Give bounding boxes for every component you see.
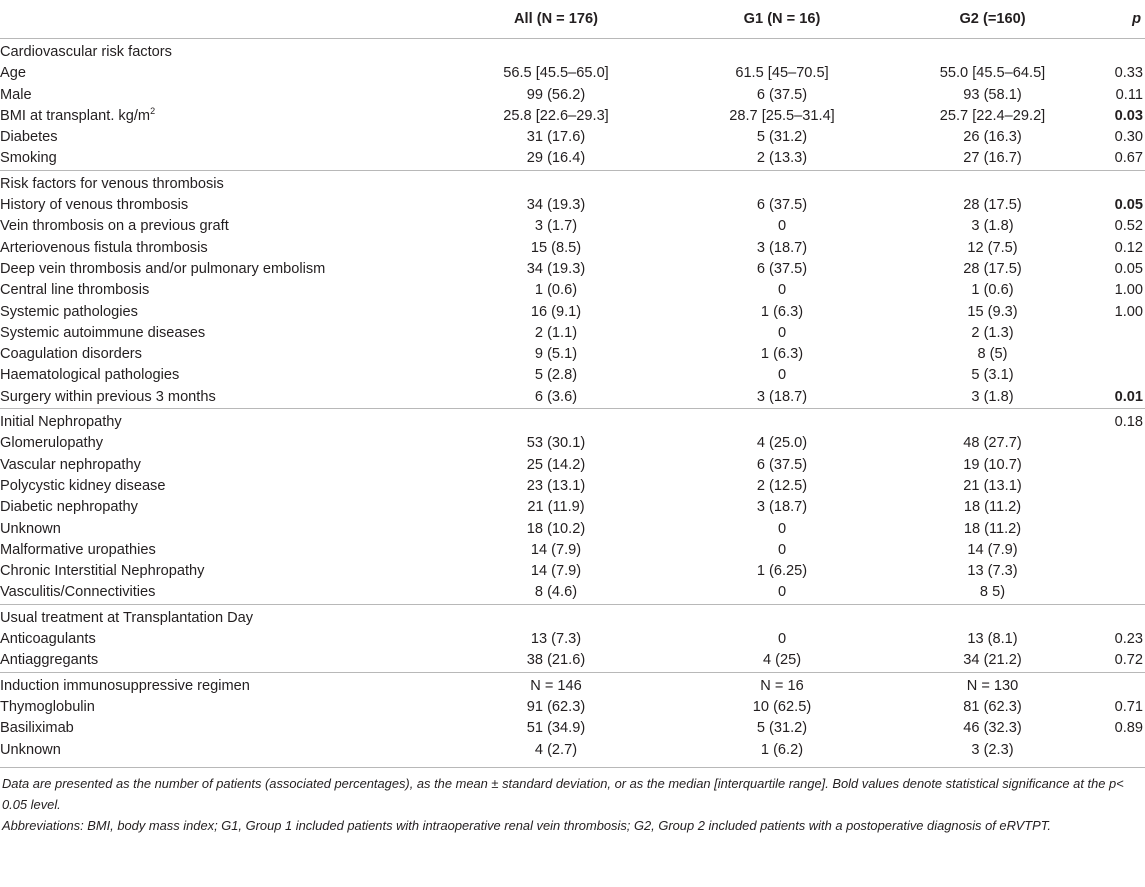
table-row (0, 718, 1145, 739)
cell-p-value (1090, 476, 1145, 497)
table-row (0, 650, 1145, 671)
section-g1 (669, 409, 895, 434)
table-row (0, 740, 1145, 761)
section-all (443, 604, 669, 629)
cell-all: 51 (34.9) (526, 720, 586, 737)
row-label: Polycystic kidney disease (0, 477, 166, 494)
table-row (0, 365, 1145, 386)
table-row (0, 195, 1145, 216)
row-label: Age (0, 65, 26, 82)
section-all (443, 39, 669, 64)
table-row (0, 127, 1145, 148)
row-label: Systemic pathologies (0, 303, 138, 320)
table-row (0, 259, 1145, 280)
cell-g1: 1 (6.25) (756, 563, 808, 580)
cell-all: 38 (21.6) (526, 652, 586, 669)
section-all: N = 146 (530, 677, 582, 694)
section-p-value: 0.18 (1114, 414, 1143, 431)
cell-all: 16 (9.1) (530, 303, 582, 320)
section-p-value (1090, 604, 1145, 629)
section-g2: N = 130 (966, 677, 1019, 694)
section-p-value (1090, 39, 1145, 64)
cell-g2: 13 (8.1) (967, 631, 1018, 648)
cell-g1: 0 (777, 282, 787, 299)
cell-g2: 26 (16.3) (963, 129, 1022, 146)
cell-p-value (1090, 582, 1145, 603)
section-title: Induction immunosuppressive regimen (0, 677, 250, 694)
cell-g1: 1 (6.3) (760, 346, 804, 363)
section-title: Usual treatment at Transplantation Day (0, 609, 254, 626)
cell-p-value: 0.05 (1114, 197, 1143, 214)
cell-p-value: 0.52 (1114, 218, 1143, 235)
cell-p-value (1090, 519, 1145, 540)
cell-g1: 2 (12.5) (756, 477, 808, 494)
cell-all: 4 (2.7) (534, 741, 578, 758)
cell-all: 31 (17.6) (526, 129, 586, 146)
cell-g2: 1 (0.6) (971, 282, 1014, 299)
row-label: Glomerulopathy (0, 435, 104, 452)
section-p-value (1090, 170, 1145, 195)
table-row (0, 280, 1145, 301)
cell-g2: 14 (7.9) (967, 541, 1018, 558)
row-label: Diabetes (0, 129, 58, 146)
cell-g1: 1 (6.3) (760, 303, 804, 320)
cell-p-value (1090, 365, 1145, 386)
section-header-row (0, 409, 1145, 434)
cell-g2: 5 (3.1) (971, 367, 1014, 384)
cell-g2: 34 (21.2) (963, 652, 1022, 669)
cell-g2: 12 (7.5) (967, 239, 1018, 256)
section-all (443, 409, 669, 434)
header-g1: G1 (N = 16) (743, 11, 821, 27)
section-header-row (0, 604, 1145, 629)
table-row (0, 582, 1145, 603)
row-label: History of venous thrombosis (0, 197, 189, 214)
cell-p-value: 0.67 (1114, 150, 1143, 167)
cell-p-value: 0.12 (1114, 239, 1143, 256)
row-label: Unknown (0, 520, 61, 537)
row-label: Central line thrombosis (0, 282, 150, 299)
cell-p-value (1090, 323, 1145, 344)
cell-g1: 5 (31.2) (756, 720, 808, 737)
row-label: Arteriovenous fistula thrombosis (0, 239, 208, 256)
section-g2 (895, 604, 1090, 629)
table-row (0, 63, 1145, 84)
section-g1 (669, 39, 895, 64)
cell-p-value (1090, 540, 1145, 561)
row-label: Haematological pathologies (0, 367, 180, 384)
header-g2: G2 (=160) (959, 11, 1026, 27)
cell-g2: 8 5) (979, 584, 1006, 601)
cell-g1: 0 (777, 324, 787, 341)
cell-g1: 28.7 [25.5–31.4] (729, 107, 835, 124)
cell-g1: 0 (777, 631, 787, 648)
cell-g1: 0 (777, 520, 787, 537)
row-label: Thymoglobulin (0, 698, 95, 715)
row-label: Unknown (0, 741, 61, 758)
section-g1 (669, 170, 895, 195)
row-label: Systemic autoimmune diseases (0, 324, 206, 341)
footnote-data: Data are presented as the number of patients (associated percentages), as the mean ± standard deviation, or as the median [interquartile range]. Bold values denote statistical significance at the p< 0.05 level. (2, 775, 1124, 812)
cell-g1: 6 (37.5) (756, 197, 808, 214)
table-row (0, 476, 1145, 497)
cell-g1: 6 (37.5) (756, 86, 808, 103)
row-label: Coagulation disorders (0, 346, 142, 363)
row-label: Anticoagulants (0, 631, 96, 648)
section-p-value (1090, 672, 1145, 697)
section-header-row (0, 672, 1145, 697)
section-g2 (895, 170, 1090, 195)
cell-p-value (1090, 433, 1145, 454)
cell-p-value: 0.23 (1114, 631, 1143, 648)
cell-g1: 61.5 [45–70.5] (735, 65, 829, 82)
cell-all: 14 (7.9) (530, 541, 582, 558)
cell-g1: 0 (777, 218, 787, 235)
row-label-superscript: 2 (150, 106, 156, 117)
cell-p-value: 0.03 (1114, 107, 1143, 124)
cell-all: 14 (7.9) (530, 563, 582, 580)
cell-g2: 81 (62.3) (963, 698, 1022, 715)
row-label: Deep vein thrombosis and/or pulmonary embolism (0, 260, 326, 277)
cell-g2: 28 (17.5) (963, 260, 1022, 277)
cell-g1: 2 (13.3) (756, 150, 808, 167)
cell-p-value: 0.33 (1114, 65, 1143, 82)
cell-g1: 3 (18.7) (756, 499, 808, 516)
cell-g2: 13 (7.3) (967, 563, 1018, 580)
cell-p-value (1090, 561, 1145, 582)
row-label-text: BMI at transplant. kg/m (0, 107, 151, 124)
cell-p-value: 0.72 (1114, 652, 1143, 669)
table-row (0, 540, 1145, 561)
cell-all: 91 (62.3) (526, 698, 586, 715)
cell-g2: 18 (11.2) (963, 499, 1022, 516)
cell-all: 25.8 [22.6–29.3] (503, 107, 609, 124)
cell-g2: 28 (17.5) (963, 197, 1022, 214)
cell-g2: 19 (10.7) (963, 456, 1022, 473)
cell-g1: 0 (777, 584, 787, 601)
table-row (0, 216, 1145, 237)
cell-g2: 55.0 [45.5–64.5] (939, 65, 1046, 82)
header-p: p (1132, 11, 1141, 27)
cell-g1: 4 (25.0) (756, 435, 808, 452)
cell-all: 53 (30.1) (526, 435, 586, 452)
cell-p-value: 1.00 (1114, 303, 1143, 320)
section-g2 (895, 409, 1090, 434)
table-row (0, 455, 1145, 476)
row-label: Male (0, 86, 32, 103)
cell-g2: 93 (58.1) (963, 86, 1022, 103)
section-g1 (669, 604, 895, 629)
cell-p-value: 0.11 (1115, 86, 1143, 103)
table-row (0, 106, 1145, 127)
table-row (0, 497, 1145, 518)
cell-g1: 0 (777, 367, 787, 384)
header-all: All (N = 176) (514, 11, 598, 27)
table-row (0, 433, 1145, 454)
row-label (0, 106, 443, 127)
cell-g2: 48 (27.7) (963, 435, 1022, 452)
section-title: Cardiovascular risk factors (0, 44, 172, 60)
cell-all: 1 (0.6) (534, 282, 578, 299)
cell-all: 25 (14.2) (526, 456, 586, 473)
cell-all: 34 (19.3) (526, 197, 586, 214)
table-row (0, 323, 1145, 344)
section-header-row (0, 170, 1145, 195)
section-title: Initial Nephropathy (0, 414, 122, 431)
cell-all: 8 (4.6) (534, 584, 578, 601)
cell-all: 18 (10.2) (526, 520, 586, 537)
cell-all: 21 (11.9) (527, 499, 585, 516)
table-row (0, 85, 1145, 106)
cell-g2: 3 (1.8) (971, 388, 1014, 405)
cell-g1: 0 (777, 541, 787, 558)
cell-g1: 4 (25) (762, 652, 802, 669)
row-label: Vein thrombosis on a previous graft (0, 218, 229, 235)
cell-all: 15 (8.5) (530, 239, 582, 256)
cell-all: 56.5 [45.5–65.0] (503, 65, 609, 82)
row-label: Chronic Interstitial Nephropathy (0, 563, 205, 580)
cell-all: 2 (1.1) (534, 324, 578, 341)
cell-p-value: 0.71 (1114, 698, 1143, 715)
cell-all: 9 (5.1) (534, 346, 578, 363)
cell-g1: 6 (37.5) (756, 456, 808, 473)
cell-p-value: 1.00 (1114, 282, 1143, 299)
cell-g1: 3 (18.7) (756, 388, 808, 405)
table-row (0, 519, 1145, 540)
row-label: Basiliximab (0, 720, 74, 737)
cell-g1: 1 (6.2) (760, 741, 804, 758)
cell-g2: 21 (13.1) (963, 477, 1022, 494)
cell-g2: 8 (5) (977, 346, 1008, 363)
cell-p-value (1090, 740, 1145, 761)
cell-p-value: 0.05 (1114, 260, 1143, 277)
cell-g2: 15 (9.3) (967, 303, 1018, 320)
row-label: Diabetic nephropathy (0, 499, 138, 516)
table-footnotes (0, 767, 1145, 836)
section-title: Risk factors for venous thrombosis (0, 175, 224, 192)
table-row (0, 148, 1145, 169)
cell-g1: 10 (62.5) (752, 698, 812, 715)
cell-all: 99 (56.2) (526, 86, 586, 103)
footnote-abbreviations: Abbreviations: BMI, body mass index; G1, Group 1 included patients with intraoperative renal vein thrombosis; G2, Group 2 included patients with a postoperative diagnosis of eRVTPT. (2, 817, 1052, 833)
cell-all: 13 (7.3) (530, 631, 582, 648)
cell-all: 5 (2.8) (534, 367, 578, 384)
cell-all: 6 (3.6) (534, 388, 578, 405)
cell-g2: 3 (2.3) (971, 741, 1014, 758)
table-row (0, 561, 1145, 582)
cell-all: 29 (16.4) (526, 150, 586, 167)
cell-p-value (1090, 455, 1145, 476)
section-g1: N = 16 (760, 677, 804, 694)
row-label: Vascular nephropathy (0, 456, 141, 473)
cell-g2: 25.7 [22.4–29.2] (939, 107, 1046, 124)
cell-g2: 27 (16.7) (963, 150, 1022, 167)
section-header-row (0, 39, 1145, 64)
cell-p-value: 0.01 (1114, 388, 1143, 405)
cell-p-value: 0.30 (1114, 129, 1143, 146)
section-g2 (895, 39, 1090, 64)
cell-g2: 2 (1.3) (971, 324, 1014, 341)
row-label: Malformative uropathies (0, 541, 156, 558)
cell-all: 3 (1.7) (534, 218, 578, 235)
cell-p-value: 0.89 (1114, 720, 1143, 737)
table-row (0, 387, 1145, 408)
cell-g2: 3 (1.8) (971, 218, 1014, 235)
cell-g2: 46 (32.3) (963, 720, 1022, 737)
header-label (0, 0, 443, 39)
cell-all: 34 (19.3) (526, 260, 586, 277)
cell-all: 23 (13.1) (526, 477, 586, 494)
table-row (0, 697, 1145, 718)
cell-g1: 3 (18.7) (756, 239, 808, 256)
row-label: Antiaggregants (0, 652, 99, 669)
cell-p-value (1090, 344, 1145, 365)
table-row (0, 302, 1145, 323)
row-label: Smoking (0, 150, 57, 167)
header-row (0, 0, 1145, 39)
row-label: Surgery within previous 3 months (0, 388, 216, 405)
table-body (0, 39, 1145, 767)
section-all (443, 170, 669, 195)
cell-g2: 18 (11.2) (963, 520, 1022, 537)
cell-p-value (1090, 497, 1145, 518)
cell-g1: 6 (37.5) (756, 260, 808, 277)
table-row (0, 238, 1145, 259)
table-row (0, 344, 1145, 365)
table-row (0, 629, 1145, 650)
cell-g1: 5 (31.2) (756, 129, 808, 146)
row-label: Vasculitis/Connectivities (0, 584, 156, 601)
